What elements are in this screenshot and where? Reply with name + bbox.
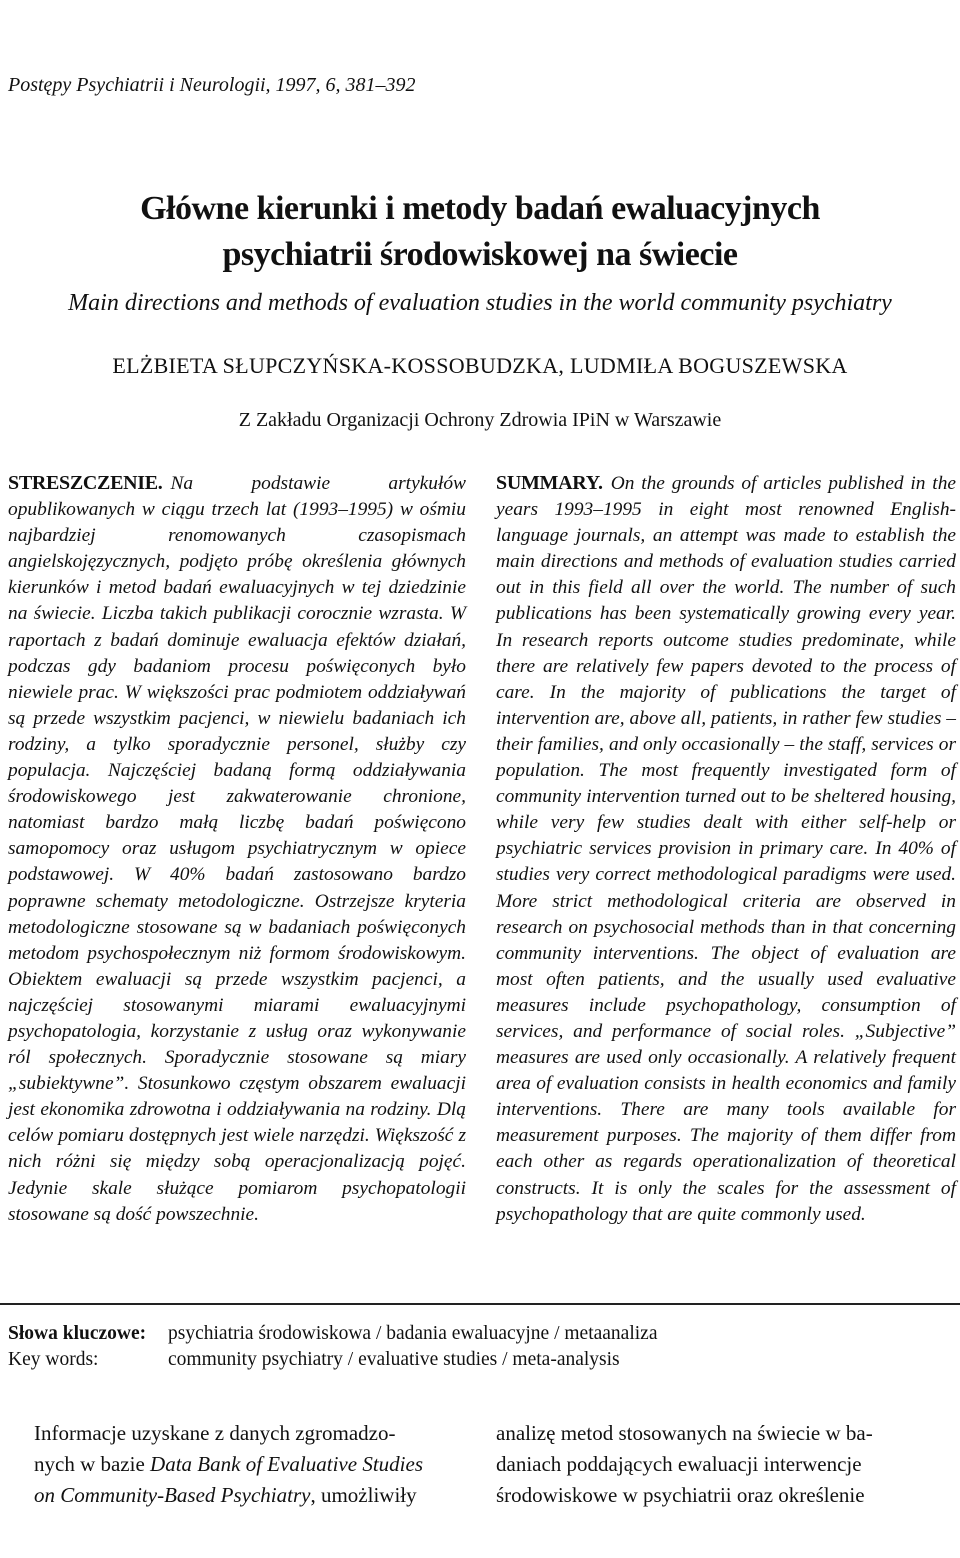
- keywords-polish-value: psychiatria środowiskowa / badania ewaluacyjne / metaanaliza: [168, 1323, 658, 1344]
- section-divider: [0, 1303, 960, 1305]
- article-title: [0, 186, 960, 278]
- body-left-line-3: on Community-Based Psychiatry, umożliwiły: [34, 1483, 417, 1507]
- abstract-english-text: On the grounds of articles published in the years 1993–1995 in eight most renowned English-language journals, an attempt was made to establish the main directions and methods of evaluation studies carried out in this field all over the world. The number of such publications has been systematically growing every year. In research reports outcome studies predominate, while there are relatively few papers devoted to the process of care. In the majority of publications the target of intervention are, above all, patients, in rather few studies – their families, and only occasionally – the staff, services or population. The most frequently investigated form of community intervention turned out to be sheltered housing, while very few studies dealt with either self-help or psychiatric services provision in primary care. In 40% of studies very correct methodological paradigms were used. More strict methodological criteria are observed in research on psychosocial methods than in that concerning community interventions. The object of evaluation are most often patients, and the usually used evaluative measures include psychopathology, consumption of services, and performance of social roles. „Subjective” measures are used only occasionally. A relatively frequent area of evaluation consists in health economics and family interventions. There are many tools available for measurement purposes. The majority of them differ from each other as regards operationalization of theoretical constructs. It is only the scales for the assessment of psychopathology that are quite commonly used.: [496, 473, 956, 1225]
- body-right-line-3: środowiskowe w psychiatrii oraz określenie: [496, 1483, 865, 1507]
- keywords-english: [8, 1349, 620, 1371]
- title-line-1: Główne kierunki i metody badań ewaluacyjnych: [140, 190, 820, 227]
- keywords-english-label: Key words:: [8, 1349, 99, 1370]
- body-column-left: [34, 1418, 474, 1511]
- authors: ELŻBIETA SŁUPCZYŃSKA-KOSSOBUDZKA, LUDMIŁA BOGUSZEWSKA: [112, 353, 848, 378]
- body-left-line-2: nych w bazie Data Bank of Evaluative Studies: [34, 1452, 423, 1476]
- abstract-polish-text: Na podstawie artykułów opublikowanych w ciągu trzech lat (1993–1995) w ośmiu najbardziej renomowanych czasopismach angielskojęzycznych, podjęto próbę określenia głównych kierunków i metod badań ewaluacyjnych w tej dziedzinie na świecie. Liczba takich publikacji corocznie wzrasta. W raportach z badań dominuje ewaluacja efektów działań, podczas gdy badaniom procesu poświęconych było niewiele prac. W większości prac podmiotem oddziaływań są przede wszystkim pacjenci, w niewielu badaniach ich rodziny, a tylko sporadycznie personel, służby czy populacja. Najczęściej badaną formą oddziaływania środowiskowego jest zakwaterowanie chronione, natomiast bardzo małą liczbę badań poświęcono samopomocy oraz usługom psychiatrycznym w opiece podstawowej. W 40% badań zastosowano bardzo poprawne schematy metodologiczne. Ostrzejsze kryteria metodologiczne stosowane są w badaniach poświęconych metodom psychospołecznym niż formom środowiskowym. Obiektem ewaluacji są przede wszystkim pacjenci, a najczęściej stosowanymi miarami ewaluacyjnymi psychopatologia, korzystanie z usług oraz wykonywanie ról społecznych. Sporadycznie stosowane są miary „subiektywne”. Stosunkowo częstym obszarem ewaluacji jest ekonomika zdrowotna i oddziaływania na rodziny. Dlą celów pomiaru dostępnych jest wiele narzędzi. Większość z nich różni się między sobą operacjonalizacją pojęć. Jedynie skale służące pomiarom psychopatologii stosowane są dość powszechnie.: [8, 473, 466, 1225]
- keywords-english-value: community psychiatry / evaluative studies / meta-analysis: [168, 1349, 620, 1370]
- abstract-english: [496, 470, 956, 1228]
- abstract-english-heading: SUMMARY.: [496, 472, 603, 494]
- keywords-polish: [8, 1323, 657, 1345]
- title-line-2: psychiatrii środowiskowej na świecie: [222, 236, 738, 273]
- abstract-polish: [8, 470, 466, 1228]
- body-right-line-1: analizę metod stosowanych na świecie w ba-: [496, 1421, 873, 1445]
- affiliation: Z Zakładu Organizacji Ochrony Zdrowia IPiN w Warszawie: [238, 409, 722, 431]
- body-column-right: [496, 1418, 958, 1511]
- journal-citation: Postępy Psychiatrii i Neurologii, 1997, 6, 381–392: [8, 74, 416, 96]
- body-right-line-2: daniach poddających ewaluacji interwencje: [496, 1452, 862, 1476]
- abstract-polish-heading: STRESZCZENIE.: [8, 472, 163, 494]
- keywords-polish-label: Słowa kluczowe:: [8, 1323, 147, 1344]
- body-left-line-1: Informacje uzyskane z danych zgromadzo-: [34, 1421, 396, 1445]
- english-title: Main directions and methods of evaluation studies in the world community psychiatry: [68, 290, 892, 316]
